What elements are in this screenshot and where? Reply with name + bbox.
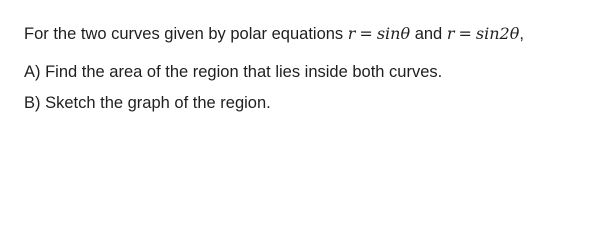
equation-1-lhs: r xyxy=(347,24,356,43)
equation-2 xyxy=(447,24,520,43)
equation-1 xyxy=(348,24,410,43)
equation-1-op: = xyxy=(359,24,373,43)
equation-1-rhs: sinθ xyxy=(376,24,411,43)
intro-text: For the two curves given by polar equations xyxy=(24,25,344,43)
problem-intro-line xyxy=(24,24,524,44)
joiner-text: and xyxy=(414,25,443,43)
equation-2-lhs: r xyxy=(446,24,455,43)
trailing-comma: , xyxy=(519,25,524,43)
equation-2-op: = xyxy=(458,24,472,43)
equation-2-rhs: sin2θ xyxy=(475,24,520,43)
part-b-text: B) Sketch the graph of the region. xyxy=(24,94,271,112)
part-a-text: A) Find the area of the region that lies inside both curves. xyxy=(24,63,443,81)
